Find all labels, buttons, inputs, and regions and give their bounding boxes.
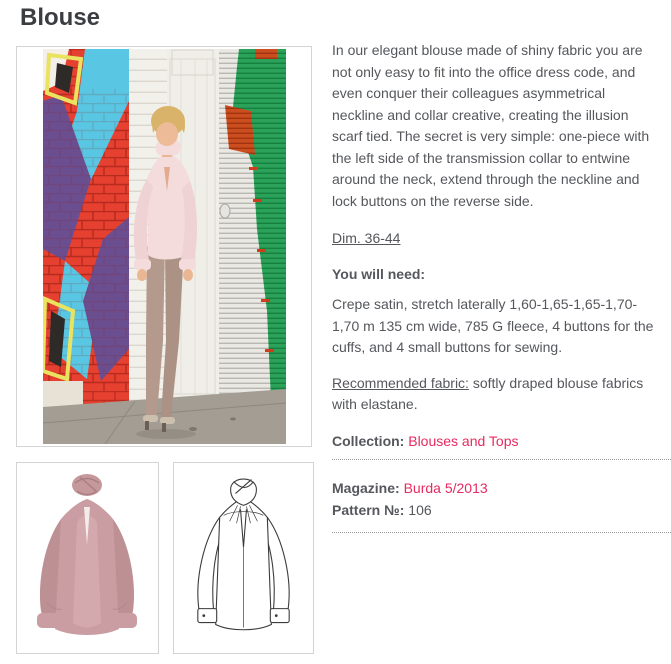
magazine-block	[332, 478, 671, 521]
thumbnail-blouse-photo[interactable]	[16, 462, 159, 654]
main-photo-image	[43, 49, 286, 444]
magazine-label: Magazine:	[332, 480, 400, 496]
magazine-link[interactable]: Burda 5/2013	[403, 480, 488, 496]
recommended-fabric-value: softly draped blouse fabrics with elastane.	[332, 374, 644, 412]
recommended-fabric-line	[332, 373, 658, 416]
magazine-line	[332, 478, 658, 500]
thumbnail-technical-drawing-image	[174, 463, 313, 653]
divider-top	[332, 459, 671, 460]
product-details	[332, 40, 671, 533]
dimensions-value: Dim. 36-44	[332, 230, 401, 246]
thumbnail-blouse-photo-image	[17, 463, 158, 653]
page-title: Blouse	[20, 4, 101, 31]
collection-line	[332, 431, 658, 453]
divider-bottom	[332, 532, 671, 533]
recommended-fabric-label: Recommended fabric:	[332, 374, 469, 391]
dimensions-line	[332, 228, 658, 250]
thumbnail-technical-drawing[interactable]	[173, 462, 314, 654]
green-shutter	[219, 49, 286, 401]
collection-label: Collection:	[332, 432, 405, 449]
main-product-photo[interactable]	[16, 46, 312, 447]
you-will-need-label: You will need:	[332, 265, 426, 282]
collection-link[interactable]: Blouses and Tops	[408, 432, 519, 449]
pattern-label: Pattern №:	[332, 501, 405, 518]
product-description: In our elegant blouse made of shiny fabric you are not only easy to fit into the office dress code, and even conquer their colleagues asymmetrical neckline and collar creative, creating the illusion scarf tied. The secret is very simple: one-piece with the left side of the transmission collar to entwine around the neck, extend through the neckline and lock buttons on the reverse side.	[332, 42, 650, 209]
graffiti-wall	[43, 49, 129, 407]
pattern-line	[332, 500, 658, 522]
pattern-value: 106	[408, 501, 432, 518]
materials-text: Crepe satin, stretch laterally 1,60-1,65-1,65-1,70-1,70 m 135 cm wide, 785 G fleece, 4 buttons for the cuffs, and 4 small buttons for sewing.	[332, 296, 654, 355]
